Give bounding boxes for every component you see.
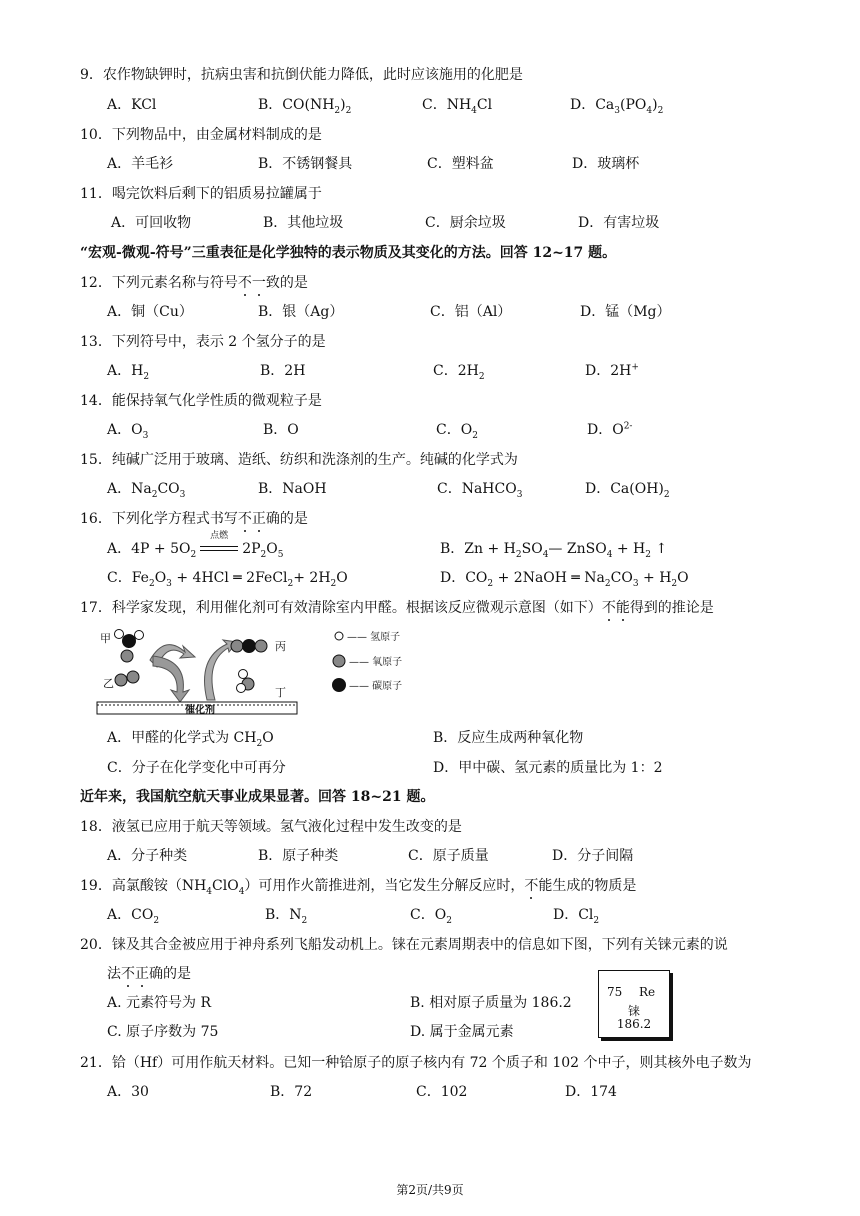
- legend-c-atom: [332, 678, 346, 692]
- q15-option-d: D．$Ca(OH)_2$: [585, 481, 670, 500]
- q10-stem: 10．下列物品中，由金属材料制成的是: [80, 127, 322, 143]
- q11-option-a: A．可回收物: [111, 215, 192, 231]
- q10-option-d: D．玻璃杯: [572, 156, 640, 172]
- q12-option-c: C．铝（Al）: [430, 304, 512, 320]
- jia-o-atom: [121, 650, 133, 662]
- element-name: 铼: [627, 1004, 640, 1018]
- yi-o-atom: [127, 671, 139, 683]
- q21-option-b: B．72: [270, 1084, 313, 1100]
- legend-o-label: —— 氧原子: [349, 657, 403, 668]
- q21-option-d: D．174: [565, 1084, 617, 1100]
- label-jia: 甲: [100, 632, 111, 645]
- ding-h-atom: [239, 670, 248, 679]
- q17-option-c: C．分子在化学变化中可再分: [107, 760, 286, 776]
- q18-option-a: A．分子种类: [107, 848, 188, 864]
- q11-stem: 11．喝完饮料后剩下的铝质易拉罐属于: [80, 186, 322, 202]
- section-heading-2: 近年来，我国航空航天事业成果显著。回答 18~21 题。: [80, 789, 435, 805]
- q17-option-a: A．甲醛的化学式为 $CH_2O$: [107, 730, 274, 749]
- q13-option-b: B．2H: [260, 363, 306, 379]
- jia-h-atom: [135, 631, 144, 640]
- section-heading-1: “宏观-微观-符号”三重表征是化学独特的表示物质及其变化的方法。回答 12~17 题。: [80, 245, 617, 261]
- q15-option-b: B．NaOH: [258, 481, 327, 497]
- q18-stem: 18．液氢已应用于航天等领域。氢气液化过程中发生改变的是: [80, 819, 462, 835]
- q14-option-a: A．$O_3$: [107, 422, 149, 441]
- label-ding: 丁: [275, 686, 286, 699]
- q19-option-a: A．$CO_2$: [107, 907, 160, 926]
- q16-option-d: D．$CO_2$ + 2NaOH ═ $Na_2CO_3 + H_2O$: [440, 570, 689, 589]
- q11-option-b: B．其他垃圾: [263, 215, 344, 231]
- q9-stem: 9．农作物缺钾时，抗病虫害和抗倒伏能力降低，此时应该施用的化肥是: [80, 67, 523, 83]
- q13-stem: 13．下列符号中，表示 2 个氢分子的是: [80, 334, 326, 350]
- q18-option-d: D．分子间隔: [552, 848, 634, 864]
- q15-stem: 15．纯碱广泛用于玻璃、造纸、纺织和洗涤剂的生产。纯碱的化学式为: [80, 452, 518, 468]
- q14-stem: 14．能保持氧气化学性质的微观粒子是: [80, 393, 322, 409]
- q13-option-a: A．$H_2$: [107, 363, 150, 382]
- label-bing: 丙: [275, 640, 286, 653]
- bing-c-atom: [242, 639, 256, 653]
- q20-stem-cont: 法不正确的是: [107, 966, 191, 982]
- q21-stem: 21．铪（Hf）可用作航天材料。已知一种铪原子的原子核内有 72 个质子和 102 个中子，则其核外电子数为: [80, 1055, 752, 1071]
- periodic-table-cell: [598, 970, 670, 1038]
- q10-option-b: B．不锈钢餐具: [258, 156, 353, 172]
- q16-stem: 16．下列化学方程式书写不正确的是: [80, 511, 308, 527]
- legend-h-label: —— 氢原子: [347, 632, 401, 643]
- legend-o-atom: [333, 655, 345, 667]
- q12-option-d: D．锰（Mg）: [580, 304, 671, 320]
- jia-h-atom: [115, 630, 124, 639]
- q11-option-d: D．有害垃圾: [578, 215, 660, 231]
- catalyst-label: 催化剂: [185, 705, 215, 716]
- q15-option-c: C．NaHCO$_3$: [437, 481, 523, 500]
- q14-option-b: B．O: [263, 422, 299, 438]
- q10-option-a: A．羊毛衫: [107, 156, 174, 172]
- q20-option-d: D. 属于金属元素: [410, 1024, 514, 1040]
- q21-option-c: C．102: [416, 1084, 468, 1100]
- jia-c-atom: [122, 634, 136, 648]
- bing-o-atom: [255, 640, 267, 652]
- q16-option-b: B．$Zn + H_2SO_4—$ ZnSO$_4$ + $H_2$ ↑: [440, 541, 668, 560]
- q12-option-a: A．铜（Cu）: [107, 304, 193, 320]
- q19-option-d: D．$Cl_2$: [553, 907, 600, 926]
- legend-c-label: —— 碳原子: [349, 681, 403, 692]
- arrow-down: [153, 656, 189, 702]
- atomic-mass: 186.2: [616, 1017, 652, 1031]
- atomic-number: 75: [607, 985, 623, 999]
- q11-option-c: C．厨余垃圾: [425, 215, 506, 231]
- legend-h-atom: [335, 632, 343, 640]
- q14-option-c: C．$O_2$: [436, 422, 478, 441]
- q15-option-a: A．$Na_2CO_3$: [107, 481, 186, 500]
- label-yi: 乙: [103, 677, 114, 690]
- ding-h-atom: [237, 684, 246, 693]
- q16-option-a: A．$4P + 5O_2$ 点燃 $2P_2O_5$: [107, 531, 284, 560]
- q17-stem: 17．科学家发现，利用催化剂可有效清除室内甲醛。根据该反应微观示意图（如下）不能得到的推论是: [80, 600, 714, 616]
- page-footer: 第2页/共9页: [396, 1183, 464, 1197]
- q19-stem: 19．高氯酸铵$(NH_4ClO_4)$可用作火箭推进剂，当它发生分解反应时，不能生成的物质是: [80, 878, 637, 897]
- q16-option-c: C．$Fe_2O_3 + 4HCl$ ═ 2FeCl$_2$+ $2H_2O$: [107, 570, 348, 589]
- q20-stem: 20．铼及其合金被应用于神舟系列飞船发动机上。铼在元素周期表中的信息如下图，下列有关铼元素的说: [80, 937, 728, 953]
- q21-option-a: A．30: [107, 1084, 149, 1100]
- q12-option-b: B．银（Ag）: [258, 304, 344, 320]
- element-symbol: Re: [639, 985, 656, 999]
- q13-option-c: C．$2H_2$: [433, 363, 485, 382]
- q9-option-d: D．$Ca_3(PO_4)_2$: [570, 97, 664, 116]
- q18-option-b: B．原子种类: [258, 848, 339, 864]
- q9-option-c: C．$NH_4Cl$: [422, 97, 493, 116]
- q10-option-c: C．塑料盆: [427, 156, 494, 172]
- q13-option-d: D．2H+: [585, 362, 639, 379]
- q17-option-b: B．反应生成两种氧化物: [433, 730, 584, 746]
- q19-option-c: C．$O_2$: [410, 907, 452, 926]
- reaction-condition: 点燃: [200, 540, 238, 558]
- q9-option-b: B．$CO(NH_2)_2$: [258, 97, 352, 116]
- q20-option-a: A. 元素符号为 R: [107, 995, 212, 1011]
- q19-option-b: B．$N_2$: [265, 907, 308, 926]
- q18-option-c: C．原子质量: [408, 848, 489, 864]
- q17-option-d: D．甲中碳、氢元素的质量比为 1：2: [433, 760, 663, 776]
- reaction-diagram: [95, 622, 425, 722]
- q20-option-c: C. 原子序数为 75: [107, 1024, 219, 1040]
- q12-stem: 12．下列元素名称与符号不一致的是: [80, 275, 308, 291]
- q14-option-d: D．$O^{2-}$: [587, 421, 633, 438]
- yi-o-atom: [115, 674, 127, 686]
- bing-o-atom: [231, 640, 243, 652]
- q20-option-b: B. 相对原子质量为 186.2: [410, 995, 572, 1011]
- q9-option-a: A．KCl: [107, 97, 157, 113]
